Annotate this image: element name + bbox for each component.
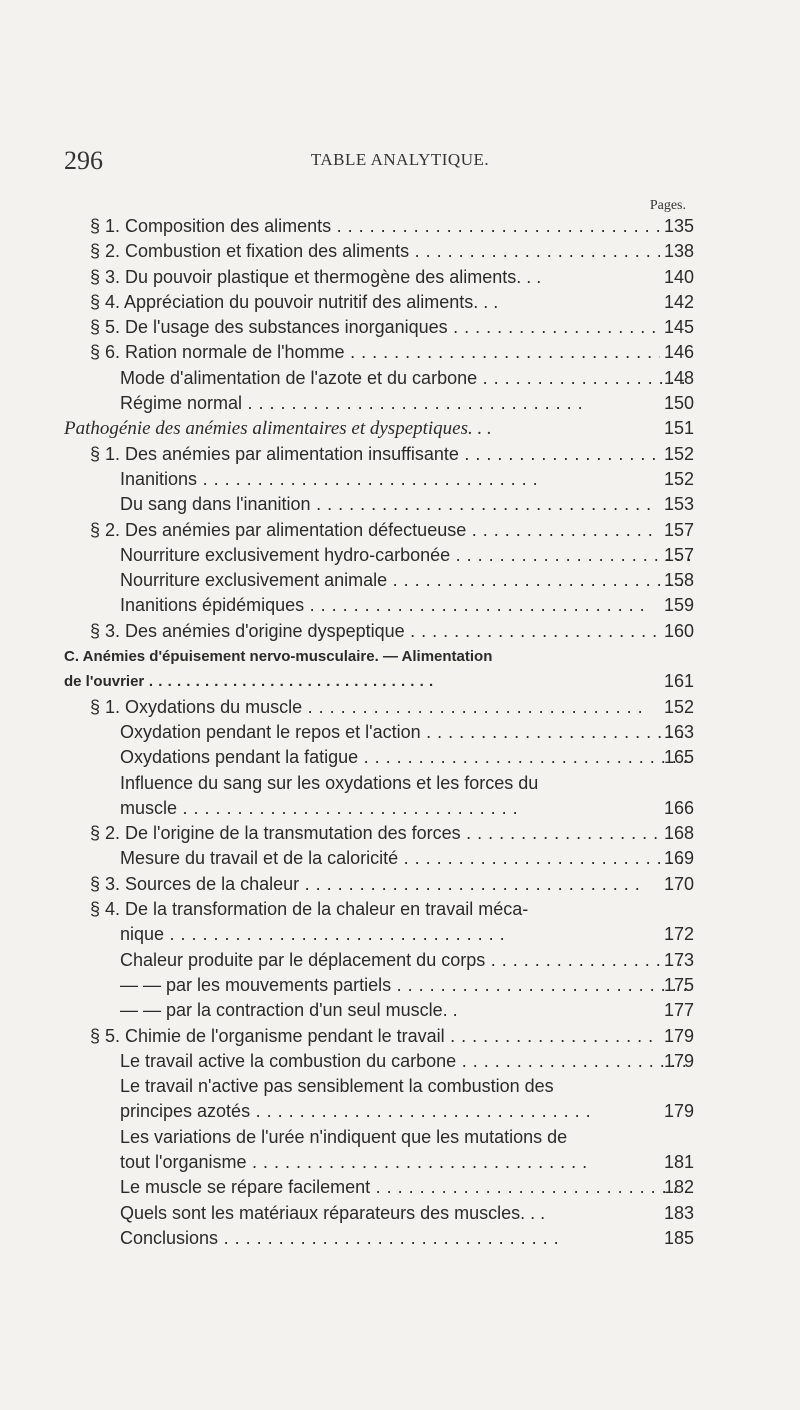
running-title: TABLE ANALYTIQUE. [310,150,490,169]
toc-entry-page: 152 [663,443,694,464]
toc-entry-title: § 1. Des anémies par alimentation insuffisante . . . [90,442,660,467]
toc-entry-page: 179 [663,1025,694,1046]
toc-entry-page: 157 [663,544,694,565]
toc-entry-page: 163 [663,721,694,742]
toc-entry-page: 153 [663,494,694,515]
toc-entry-page: 148 [663,367,694,388]
toc-entry-title: Inanitions épidémiques . . . [120,593,645,618]
toc-entry-title: de l'ouvrier . . . [64,669,434,694]
toc-entry [0,872,800,897]
toc-entry-title: Le muscle se répare facilement . . . [120,1175,690,1200]
toc-entry-title: Régime normal . . . [120,391,583,416]
toc-entry [0,922,800,947]
toc-entry [0,771,800,796]
toc-entry [0,265,800,290]
toc-entry-title: principes azotés . . . [120,1099,591,1124]
toc-entry [0,1049,800,1074]
toc-entry-page: 161 [663,671,694,692]
toc-entry-title: § 5. De l'usage des substances inorganiques . . . [90,315,660,340]
toc-entry-title: § 4. De la transformation de la chaleur en travail méca- [90,899,529,920]
toc-entry-title: Le travail active la combustion du carbone . . . [120,1049,690,1074]
toc-entry-title: nique . . . [120,922,505,947]
toc-entry [0,745,800,770]
toc-entry-page: 158 [663,570,694,591]
toc-entry [0,290,800,315]
toc-entry-title: § 6. Ration normale de l'homme . . . [90,340,660,365]
toc-entry-title: Les variations de l'urée n'indiquent que les mutations de [120,1126,568,1147]
toc-entry-title: Oxydation pendant le repos et l'action . . . [120,720,690,745]
toc-entry-title: Nourriture exclusivement animale . . . [120,568,690,593]
toc-entry-page: 175 [663,974,694,995]
toc-entry [0,821,800,846]
toc-entry [0,998,800,1023]
toc-entry [0,416,800,441]
toc-entry-title: Le travail n'active pas sensiblement la combustion des [120,1076,554,1097]
toc-entry-title: Influence du sang sur les oxydations et les forces du [120,772,539,793]
toc-entry-title: Conclusions . . . [120,1226,559,1251]
toc-entry-title: § 1. Oxydations du muscle . . . [90,695,643,720]
toc-entry-page: 160 [663,620,694,641]
toc-entry [0,340,800,365]
toc-entry-page: 179 [663,1101,694,1122]
toc-entry-title: § 3. Sources de la chaleur . . . [90,872,640,897]
toc-entry [0,543,800,568]
toc-entry-title: tout l'organisme . . . [120,1150,588,1175]
toc-entry [0,846,800,871]
table-of-contents [0,214,800,1251]
toc-entry [0,1099,800,1124]
toc-entry-page: 152 [663,696,694,717]
toc-entry [0,1175,800,1200]
toc-entry-title: Pathogénie des anémies alimentaires et dyspeptiques. . . [64,418,492,440]
toc-entry-page: 159 [663,595,694,616]
toc-entry-page: 146 [663,342,694,363]
toc-entry [0,695,800,720]
toc-entry-title: Quels sont les matériaux réparateurs des muscles. . . [120,1202,546,1223]
toc-entry-page: 150 [663,393,694,414]
toc-entry-title: § 4. Appréciation du pouvoir nutritif des aliments. . . [90,291,499,312]
toc-entry-title: § 5. Chimie de l'organisme pendant le travail . . . [90,1024,660,1049]
toc-entry-page: 152 [663,468,694,489]
toc-entry-title: Mesure du travail et de la caloricité . . . [120,846,690,871]
toc-entry-title: § 2. Des anémies par alimentation défectueuse . . . [90,518,660,543]
toc-entry-title: Chaleur produite par le déplacement du corps . . . [120,948,690,973]
toc-entry-page: 142 [663,291,694,312]
toc-entry-title: § 3. Des anémies d'origine dyspeptique . . . [90,619,660,644]
toc-entry [0,669,800,694]
toc-entry [0,619,800,644]
toc-entry [0,1024,800,1049]
toc-entry [0,973,800,998]
toc-entry [0,1150,800,1175]
toc-entry-title: Nourriture exclusivement hydro-carbonée . . . [120,543,690,568]
toc-entry-title: Mode d'alimentation de l'azote et du carbone . . . [120,366,690,391]
toc-entry-page: 185 [663,1227,694,1248]
toc-entry-page: 165 [663,747,694,768]
toc-entry-page: 138 [663,241,694,262]
toc-entry-title: C. Anémies d'épuisement nervo-musculaire. — Alimentation [64,648,493,666]
toc-entry-page: 169 [663,848,694,869]
toc-entry-page: 145 [663,317,694,338]
toc-entry-title: § 2. De l'origine de la transmutation des forces . . . [90,821,660,846]
toc-entry-page: 183 [663,1202,694,1223]
toc-entry [0,644,800,669]
toc-entry [0,518,800,543]
toc-entry-title: — — par la contraction d'un seul muscle. . [120,1000,458,1021]
page-header [0,146,800,176]
toc-entry [0,239,800,264]
toc-entry-page: 177 [663,1000,694,1021]
page-number: 296 [64,146,103,175]
toc-entry-title: — — par les mouvements partiels . . . [120,973,690,998]
toc-entry [0,897,800,922]
toc-entry [0,315,800,340]
toc-entry-page: 151 [663,418,694,439]
toc-entry [0,1074,800,1099]
toc-entry [0,1125,800,1150]
toc-entry-page: 157 [663,519,694,540]
toc-entry-title: Du sang dans l'inanition . . . [120,492,652,517]
toc-entry-page: 179 [663,1050,694,1071]
toc-entry-page: 173 [663,949,694,970]
toc-entry-title: Inanitions . . . [120,467,538,492]
toc-entry [0,796,800,821]
toc-entry [0,391,800,416]
toc-entry-page: 168 [663,823,694,844]
toc-entry [0,492,800,517]
toc-entry-title: § 2. Combustion et fixation des aliments . . . [90,239,660,264]
toc-entry-page: 172 [663,924,694,945]
toc-entry [0,720,800,745]
toc-entry [0,1226,800,1251]
toc-entry [0,214,800,239]
toc-entry [0,366,800,391]
toc-entry [0,948,800,973]
toc-entry-page: 140 [663,266,694,287]
toc-entry-title: muscle . . . [120,796,518,821]
toc-entry-title: Oxydations pendant la fatigue . . . [120,745,690,770]
pages-column-label: Pages. [649,198,686,213]
toc-entry-page: 181 [663,1151,694,1172]
toc-entry-title: § 1. Composition des aliments . . . [90,214,660,239]
toc-entry [0,467,800,492]
toc-entry-page: 182 [663,1177,694,1198]
toc-entry [0,1201,800,1226]
toc-entry-page: 170 [663,873,694,894]
toc-entry-page: 166 [663,797,694,818]
toc-entry-page: 135 [663,216,694,236]
toc-entry [0,593,800,618]
toc-entry-title: § 3. Du pouvoir plastique et thermogène des aliments. . . [90,266,542,287]
toc-entry [0,442,800,467]
toc-entry [0,568,800,593]
